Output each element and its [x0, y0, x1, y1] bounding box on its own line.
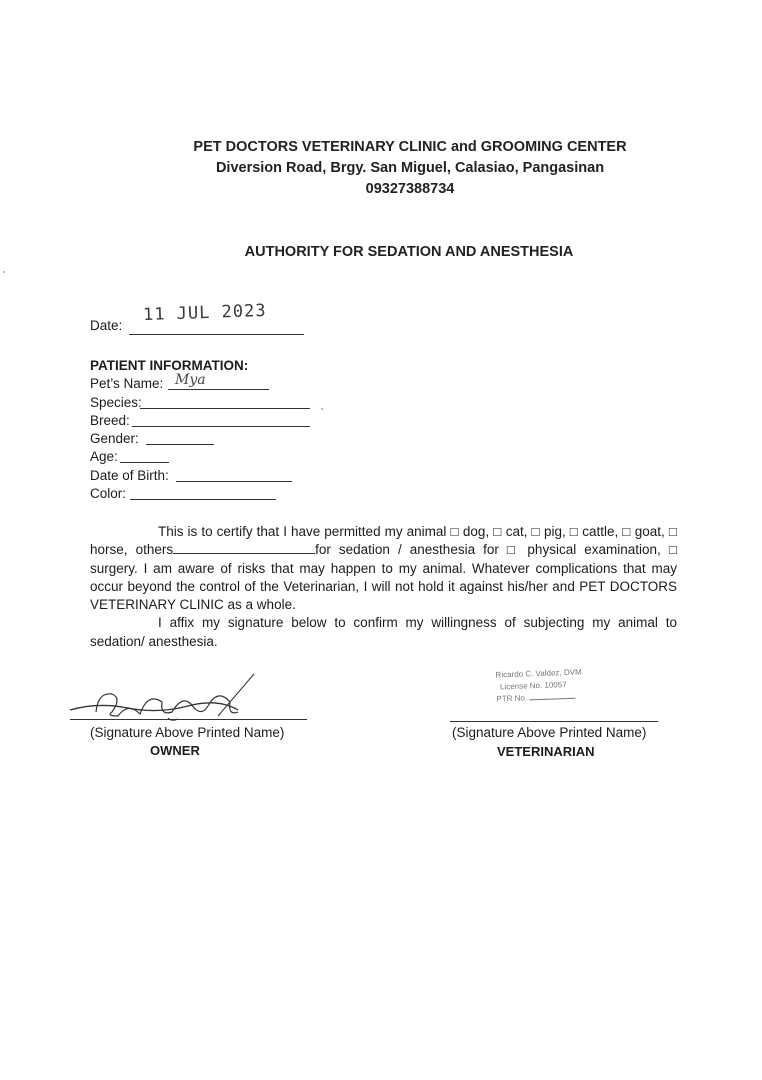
- vet-signature-line: [450, 721, 658, 722]
- vet-stamp-license: License No. 10057: [499, 680, 567, 692]
- vet-stamp: [495, 667, 582, 706]
- owner-role: OWNER: [150, 743, 200, 758]
- clinic-header: [0, 137, 762, 200]
- clinic-name: PET DOCTORS VETERINARY CLINIC and GROOMING CENTER: [193, 139, 627, 155]
- breed-label: Breed:: [90, 412, 130, 428]
- owner-signature: [68, 672, 268, 724]
- age-row: [90, 448, 248, 466]
- age-label: Age:: [90, 449, 118, 465]
- date-stamp: 11 JUL 2023: [142, 300, 267, 326]
- breed-row: [90, 412, 248, 430]
- consent-p1-part-b: for sedation / anesthesia for □ physical examination, □ surgery. I am aware of risks that may happen to my animal. Whatever complications that may occur beyond the control of the Veterinarian, I will not hold it against his/her and PET DOCTORS VETERINARY CLINIC as a whole.: [90, 542, 677, 613]
- gender-label: Gender:: [90, 431, 139, 447]
- dob-label: Date of Birth:: [90, 467, 169, 483]
- owner-signature-label: (Signature Above Printed Name): [90, 725, 285, 740]
- breed-line: [132, 426, 310, 427]
- pet-name-label: Pet’s Name:: [90, 376, 164, 392]
- scan-speck: [3, 271, 5, 273]
- owner-signature-line: [70, 719, 307, 720]
- vet-role: VETERINARIAN: [497, 744, 595, 759]
- scan-speck: [321, 408, 323, 410]
- vet-stamp-ptr: PTR No.: [496, 693, 528, 704]
- vet-stamp-name: Ricardo C. Valdez, DVM: [495, 667, 582, 680]
- gender-row: [90, 430, 248, 448]
- species-line: [140, 408, 310, 409]
- vet-stamp-ptr-line: [529, 698, 575, 701]
- document-title: AUTHORITY FOR SEDATION AND ANESTHESIA: [244, 244, 574, 260]
- patient-information: [90, 357, 248, 503]
- clinic-address: Diversion Road, Brgy. San Miguel, Calasiao, Pangasinan: [215, 160, 605, 176]
- species-row: [90, 394, 248, 412]
- clinic-phone: 09327388734: [365, 181, 455, 197]
- color-line: [130, 499, 276, 500]
- pet-name-line: [168, 389, 269, 390]
- date-label: Date:: [90, 318, 123, 333]
- pet-name-row: [90, 375, 248, 393]
- dob-line: [176, 481, 292, 482]
- consent-text: [90, 523, 677, 651]
- date-field-line: [129, 334, 304, 335]
- species-label: Species:: [90, 394, 142, 410]
- others-blank-line: [173, 541, 315, 554]
- color-row: [90, 485, 248, 503]
- consent-paragraph-1: [90, 523, 677, 614]
- color-label: Color:: [90, 486, 127, 502]
- dob-row: [90, 467, 248, 485]
- consent-p1-part-a: This is to certify that I have permitted my animal □ dog, □ cat, □ pig, □ cattle, □ goat, □ horse, others: [90, 524, 677, 558]
- age-line: [120, 462, 169, 463]
- patient-info-heading: PATIENT INFORMATION:: [90, 358, 249, 373]
- gender-line: [146, 444, 214, 445]
- vet-signature-label: (Signature Above Printed Name): [452, 725, 647, 740]
- consent-paragraph-2: I affix my signature below to confirm my willingness of subjecting my animal to sedation/ anesthesia.: [90, 615, 677, 649]
- pet-name-handwritten: Mya: [175, 372, 206, 388]
